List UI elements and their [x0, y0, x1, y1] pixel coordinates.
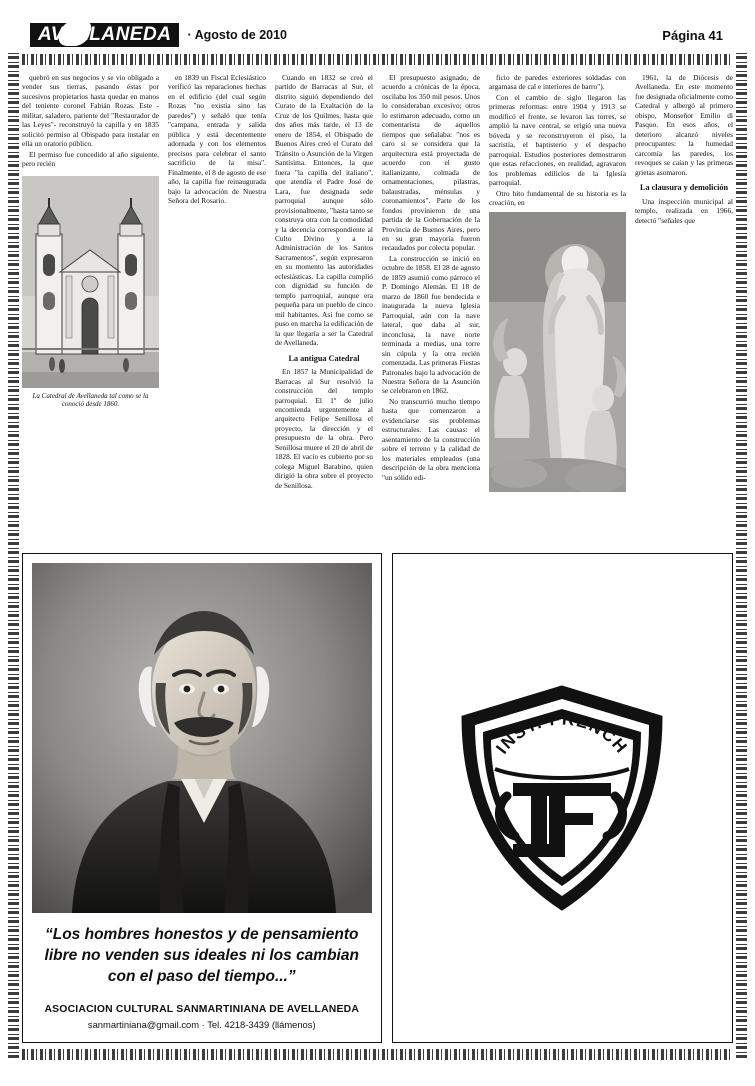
article-column-3 — [275, 73, 373, 543]
bottom-decorative-band — [22, 1049, 733, 1060]
paragraph: El permiso fue concedido al año siguiente, pero recién — [22, 149, 159, 169]
paragraph: Otro hito fundamental de su historia es la creación, en — [489, 188, 626, 208]
shield-icon — [437, 673, 687, 923]
subheading-clausura-demolicion: La clausura y demolición — [639, 183, 729, 193]
portrait-illustration-icon — [32, 563, 372, 913]
advertisements-row — [22, 553, 733, 1043]
photo-caption: La Catedral de Avellaneda tal como se la conoció desde 1860. — [32, 391, 149, 409]
paragraph: quebró en sus negocios y se vio obligado a vender sus tierras, pasando éstas por sucesivos propietarios hasta quedar en manos del teniente coronel Fabián Rozas. Este -militar, saladero, pariente del "Restaurador de las Leyes"- reconstruyó la capilla y en 1835 solicitó permiso al Obispado para instalar en ella un oratorio público. — [22, 73, 159, 149]
virgen-sculpture-photo — [489, 212, 626, 492]
article-body — [22, 73, 733, 543]
paragraph: Una inspección municipal al templo, realizada en 1966, detectó "señales que — [635, 196, 733, 225]
virgin-statue-illustration-icon — [489, 212, 626, 492]
catedral-avellaneda-photo — [22, 176, 159, 388]
ad-organization: ASOCIACION CULTURAL SANMARTINIANA DE AVELLANEDA — [44, 1003, 360, 1015]
shield-banner-text: INST. FRENCH — [492, 709, 632, 758]
paragraph: En 1857 la Municipalidad de Barracas al Sur resolvió la construcción del templo parroquial. El 1º de julio encomienda urgentemente al arquitecto Felipe Senillosa el proyecto, la dirección y el presupuesto de la obra. Pero Senillosa muere el 20 de abril de 1828. El vacío es cubierto por su colega Miguel Barabino, quien dirigió la obra sobre el proyecto de Senillosa. — [275, 367, 373, 490]
masthead-date: · Agosto de 2010 — [187, 28, 287, 42]
article-column-4 — [382, 73, 480, 543]
sanmartiniana-ad[interactable] — [22, 553, 382, 1043]
church-illustration-icon — [22, 176, 159, 388]
left-decorative-band — [8, 52, 19, 1058]
logo-text: AVELLANEDA — [38, 24, 172, 45]
page-number: Página 41 — [662, 27, 723, 43]
masthead-left — [30, 23, 287, 47]
article-column-1 — [22, 73, 159, 543]
article-column-5 — [489, 73, 626, 543]
ad-contact[interactable]: sanmartiniana@gmail.com · Tel. 4218-3439 (llámenos) — [87, 1018, 316, 1030]
ad-quote: “Los hombres honestos y de pensamiento libre no venden sus ideales ni los cambian con el paso del tiempo...” — [44, 926, 359, 985]
prócer-portrait-photo — [32, 563, 372, 913]
article-column-2 — [168, 73, 266, 543]
paragraph: No transcurrió mucho tiempo hasta que comenzaron a evidenciarse sus problemas estructurales. Las causas: el asentamiento de la construcción sobre el terreno y la calidad de los materiales empleados (una descripción de la obra menciona "un sólido edi- — [382, 396, 480, 482]
subheading-antigua-catedral: La antigua Catedral — [288, 353, 360, 363]
paragraph: ficio de paredes exteriores soldadas con argamasa de cal e interiores de barro"). — [489, 73, 626, 92]
paragraph: La construcción se inició en octubre de 1858. El 28 de agosto de 1859 asumió como párroco el P. Domingo Alemán. El 18 de marzo de 1860 fue bendecida e inaugurada la nueva Iglesia Parroquial, aún con la nave lateral, que daba al sur, inconclusa, la nave norte terminada a medias, una torre sin cúpula y la otra recién comenzada. Las primeras Fiestas Patronales bajo la advocación de Nuestra Señora de la Asunción se celebraron en 1862. — [382, 253, 480, 396]
paragraph: en 1839 un Fiscal Eclesiástico verificó las reparaciones hechas en el edificio (del cual según Rozas "no existía sino las paredes") y señaló que tenía "campana, entrada y salida pública y está decentemente adornada y con los elementos precisos para celebrar el santo sacrificio de la misa". Finalmente, el 8 de agosto de ese año, la capilla fue reinaugurada bajo la advocación de Nuestra Señora del Rosario. — [168, 73, 266, 206]
paragraph: El presupuesto asignado, de acuerdo a crónicas de la época, oscilaba los 350 mil pesos. Unos lo consideraban excesivo; otros lo estimaron adecuado, como un comentarista de aquellos tiempos que señalaba: "nos es caro si se considera que la arquitectura está proyectada de acuerdo con el gusto italianizante, colmada de ornamentaciones, pilastras, balaustradas, ménsulas y coronamientos". Parte de los fondos provinieron de una partida de la Gobernación de la Provincia de Buenos Aires, pero en su gran mayoría fueron recaudados por colecta popular. — [382, 73, 480, 253]
right-decorative-band — [736, 52, 747, 1058]
paragraph: 1961, la de Diócesis de Avellaneda. En este momento fue designada oficialmente como Catedral y albergó al primero obispo, Monseñor Emilio di Pasquo. En esos años, el deterioro alcanzó niveles preocupantes: la humedad carcomía las paredes, los revoques se caían y las primeras grietas asomaron. — [635, 73, 733, 177]
inst-french-shield-logo — [437, 673, 687, 923]
top-decorative-band — [22, 54, 733, 65]
article-column-6 — [635, 73, 733, 543]
avellaneda-logo — [30, 23, 179, 47]
inst-french-ad[interactable] — [392, 553, 734, 1043]
paragraph: Con el cambio de siglo llegaron las primeras reformas: entre 1904 y 1913 se modificó el frente, se levaron las torres, se amplió la nave central, se erigió una nueva bóveda y se reconstruyeron el piso, la sacristía, el baptisterio y el despacho parroquial. Estudios posteriores demostraron que estas refacciones, en realidad, agravaron los problemas edilicios de la Iglesia parroquial. — [489, 92, 626, 188]
masthead — [22, 18, 733, 52]
paragraph: Cuando en 1832 se creó el partido de Barracas al Sur, el distrito siguió dependiendo del Curato de la Exaltación de la Cruz de los Quilmes, hasta que dos años más tarde, el 13 de enero de 1854, el Obispado de Buenos Aires creó el Curato del Tránsito o Asunción de la Virgen Santísima. Entonces, la que fuera "la capilla del italiano", que atendía el Padre José de Lara, fue designada sede parroquial aunque sólo provisionalmente, "hasta tanto se construya otra con la comodidad y la decencia correspondiente al Culto Divino y a la Administración de los Santos Sacramentos", según expresaron en su momento las autoridades eclesiásticas. La capilla cumplió con dignidad su función de templo parroquial, aunque era pequeña para un pueblo de cinco mil habitantes. Así fue como se puso en marcha la edificación de la que llegaría a ser la Catedral de Avellaneda. — [275, 73, 373, 348]
